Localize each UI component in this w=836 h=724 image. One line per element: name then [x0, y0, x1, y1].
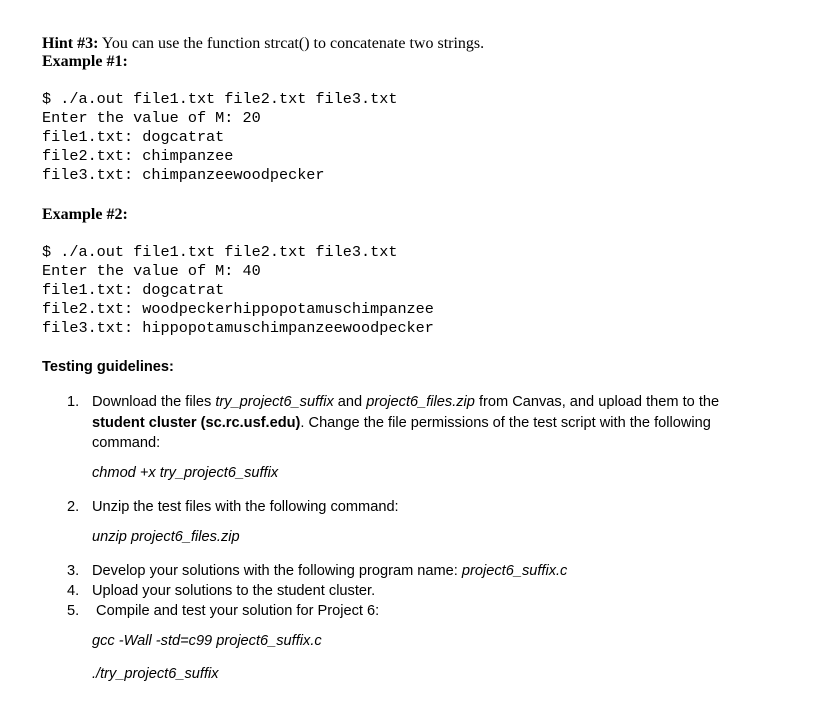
list-number: 2. — [67, 499, 80, 515]
code-line: file1.txt: dogcatrat — [42, 128, 225, 146]
hint-text: You can use the function strcat() to concatenate two strings. — [98, 35, 485, 52]
code-line: Enter the value of M: 40 — [42, 262, 261, 280]
code-line: Enter the value of M: 20 — [42, 109, 261, 127]
text-run: from Canvas, and upload them to the — [474, 394, 720, 410]
list-number: 4. — [67, 583, 80, 599]
guideline-text: Upload your solutions to the student cluster. — [92, 583, 376, 599]
text-run: Download the files — [92, 394, 216, 410]
guideline-text: Compile and test your solution for Project 6: — [92, 603, 380, 619]
command-unzip: unzip project6_files.zip — [92, 529, 240, 545]
code-line: file2.txt: woodpeckerhippopotamuschimpanzee — [42, 300, 434, 318]
code-line: $ ./a.out file1.txt file2.txt file3.txt — [42, 90, 398, 108]
code-line: file1.txt: dogcatrat — [42, 281, 225, 299]
guideline-text — [92, 561, 767, 582]
list-number: 1. — [67, 394, 80, 410]
example1-code-block — [42, 90, 397, 185]
command-gcc: gcc -Wall -std=c99 project6_suffix.c — [92, 633, 322, 649]
cluster-name: student cluster (sc.rc.usf.edu) — [92, 414, 301, 431]
command-run-test: ./try_project6_suffix — [92, 666, 219, 682]
code-line: $ ./a.out file1.txt file2.txt file3.txt — [42, 243, 398, 261]
command-chmod: chmod +x try_project6_suffix — [92, 465, 279, 481]
guideline-text — [92, 392, 767, 454]
hint-label: Hint #3: — [42, 35, 99, 52]
hint-line — [42, 34, 484, 53]
text-run: Develop your solutions with the following program name: — [92, 563, 462, 579]
code-line: file3.txt: hippopotamuschimpanzeewoodpecker — [42, 319, 434, 337]
filename-try-project6-suffix: try_project6_suffix — [215, 394, 334, 410]
guideline-text: Unzip the test files with the following command: — [92, 499, 399, 515]
list-number: 5. — [67, 603, 80, 619]
example1-heading: Example #1: — [42, 53, 128, 70]
filename-project6-files-zip: project6_files.zip — [366, 394, 475, 410]
text-run: and — [333, 394, 367, 410]
list-number: 3. — [67, 563, 80, 579]
testing-guidelines-heading: Testing guidelines: — [42, 359, 174, 375]
filename-project6-suffix-c: project6_suffix.c — [461, 563, 568, 579]
example2-code-block — [42, 243, 434, 338]
example2-heading: Example #2: — [42, 206, 128, 223]
code-line: file3.txt: chimpanzeewoodpecker — [42, 166, 325, 184]
text-run: . Change the file permissions of the test script with the following command: — [92, 414, 711, 451]
code-line: file2.txt: chimpanzee — [42, 147, 234, 165]
